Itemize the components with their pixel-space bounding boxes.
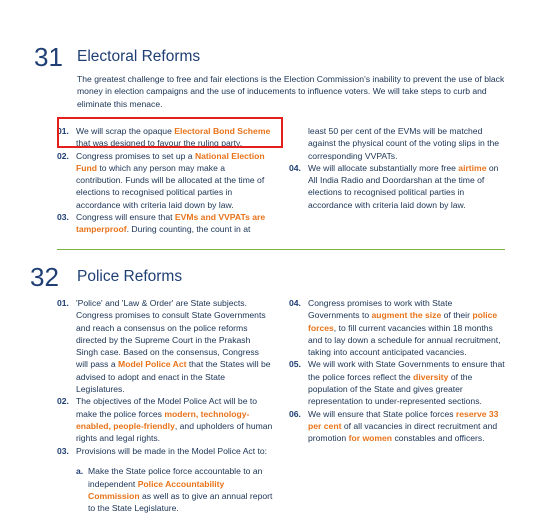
section-32-left-column bbox=[57, 297, 273, 523]
highlight-augment-size: augment the size bbox=[371, 310, 442, 321]
item-31-02: 02. Congress promises to set up a National Election Fund to which any person may make a contribution. Funds will be allocated at the time of elections to recognised political parties in accordance with criteria laid down by law. bbox=[57, 150, 265, 210]
section-31-title: Electoral Reforms bbox=[77, 48, 201, 65]
item-31-04: 04. We will allocate substantially more free airtime on All India Radio and Doordarshan at the time of elections to recognised political parties in accordance with criteria laid down by law. bbox=[289, 162, 499, 210]
section-31-number: 31 bbox=[34, 42, 63, 72]
section-divider bbox=[57, 249, 505, 250]
highlight-police-forces: police forces bbox=[308, 310, 498, 333]
highlight-evms-vvpats: EVMs and VVPATs are tamperproof bbox=[76, 212, 266, 235]
highlight-for-women: for women bbox=[348, 433, 393, 444]
section-31-intro: The greatest challenge to free and fair elections is the Election Commission's inability to prevent the use of black money in election campaigns and the use of inducements to influence voters. We will take steps to curb and eliminate this menace. bbox=[77, 74, 505, 109]
section-32-title: Police Reforms bbox=[77, 268, 183, 285]
item-31-01: 01. We will scrap the opaque Electoral Bond Scheme that was designed to favour the ruling party. bbox=[57, 126, 271, 149]
highlight-electoral-bond: Electoral Bond Scheme bbox=[174, 126, 271, 136]
item-31-03: 03. Congress will ensure that EVMs and VVPATs are tamperproof. During counting, the count in at bbox=[57, 212, 266, 235]
section-32-number: 32 bbox=[30, 262, 59, 292]
item-32-02: 02. The objectives of the Model Police Act will be to make the police forces modern, technology-enabled, people-friendly, and upholders of human rights and legal rights. bbox=[57, 396, 273, 444]
highlight-model-police-act: Model Police Act bbox=[118, 359, 187, 370]
item-31-03-continued: least 50 per cent of the EVMs will be matched against the physical count of the voting slips in the corresponding VVPATs. bbox=[308, 126, 500, 161]
highlight-airtime: airtime bbox=[458, 162, 487, 173]
highlight-modern-tech: modern, technology-enabled, people-friendly bbox=[76, 408, 250, 431]
highlight-reserve-33: reserve 33 per cent bbox=[308, 408, 499, 431]
highlight-diversity: diversity bbox=[413, 371, 449, 382]
annotation-highlight-box bbox=[57, 117, 283, 148]
highlight-police-accountability: Police Accountability Commission bbox=[88, 478, 225, 502]
item-32-05: 05. We will work with State Governments to ensure that the police forces reflect the diversity of the population of the State and gives greater representation to under-represented sections. bbox=[289, 359, 505, 407]
section-31-right-column bbox=[289, 125, 503, 211]
item-32-03-a: a. Make the State police force accountable to an independent Police Accountability Commission as well as to give an annual report to the State Legislature. bbox=[76, 466, 273, 514]
section-32-right-column bbox=[289, 297, 505, 445]
item-32-06: 06. We will ensure that State police forces reserve 33 per cent of all vacancies in direct recruitment and promotion for women constables and officers. bbox=[289, 408, 499, 444]
item-32-01: 01. 'Police' and 'Law & Order' are State subjects. Congress promises to consult State Governments and reach a consensus on the police reforms directed by the Supreme Court in the Prakash Singh case. Based on the consensus, Congress will pass a Model Police Act that the States will be advised to adopt and enact in the State Legislatures. bbox=[57, 298, 271, 395]
item-32-03: 03. Provisions will be made in the Model Police Act to: bbox=[57, 445, 268, 456]
highlight-national-election-fund: National Election Fund bbox=[76, 150, 265, 173]
item-32-04: 04. Congress promises to work with State Governments to augment the size of their police forces, to fill current vacancies within 18 months and to lay down a schedule for annual recruitment, taking into account anticipated vacancies. bbox=[289, 298, 501, 358]
